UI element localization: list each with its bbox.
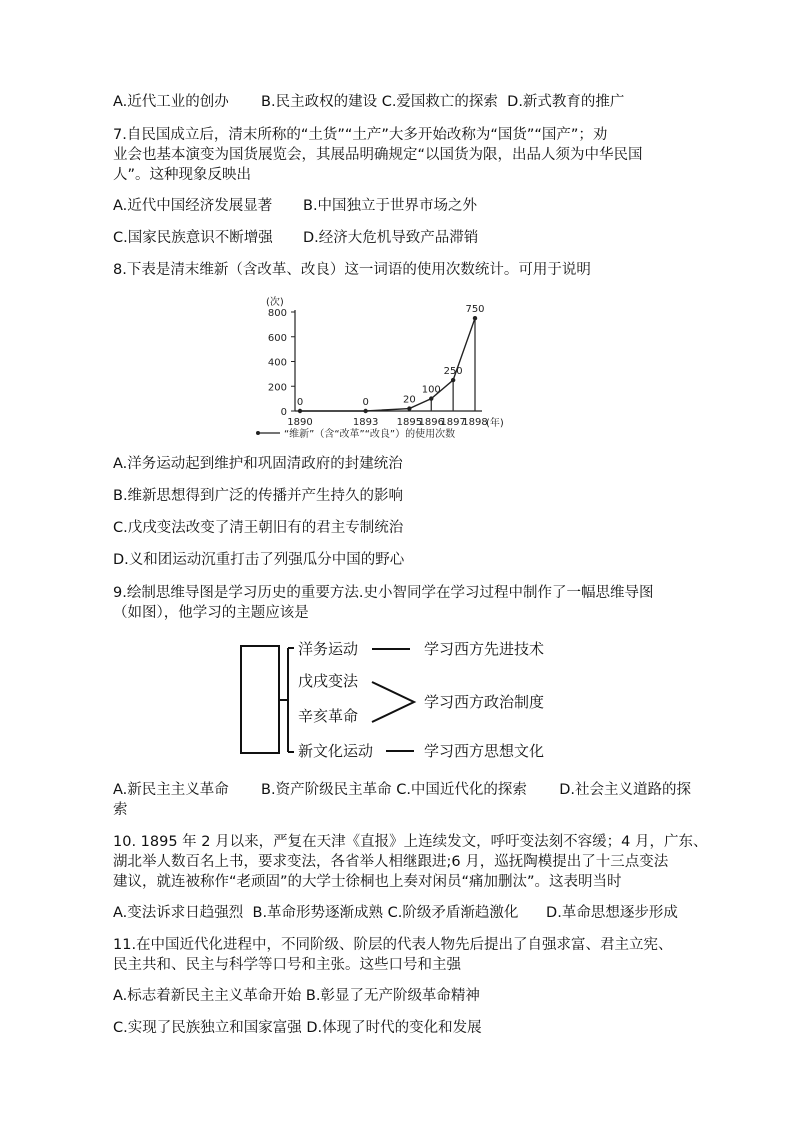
q8-stem: 8.下表是清末维新（含改革、改良）这一词语的使用次数统计。可用于说明 bbox=[113, 262, 591, 278]
q10-stem-line-1: 10. 1895 年 2 月以来，严复在天津《直报》上连续发文，呼吁变法刻不容缓；4 月，广东、 bbox=[113, 834, 708, 850]
data-point bbox=[298, 409, 302, 413]
data-label: 0 bbox=[362, 397, 369, 408]
q7-stem-line-1: 7.自民国成立后，清末所称的“土货”“土产”大多开始改称为“国货”“国产”；劝 bbox=[113, 127, 608, 143]
q11-stem-line-1: 11.在中国近代化进程中，不同阶级、阶层的代表人物先后提出了自强求富、君主立宪、 bbox=[113, 937, 673, 953]
q10-stem-line-2: 湖北举人数百名上书，要求变法，各省举人相继跟进;6 月，巡抚陶模提出了十三点变法 bbox=[113, 854, 669, 870]
mind-map bbox=[236, 634, 566, 764]
data-point bbox=[451, 378, 455, 382]
x-tick-label: 1897 bbox=[440, 417, 466, 428]
usage-line-chart bbox=[250, 290, 560, 440]
q9-options-line-2: 索 bbox=[113, 802, 128, 818]
x-tick-label: 1893 bbox=[352, 417, 379, 428]
q7-option-d: D.经济大危机导致产品滞销 bbox=[303, 230, 479, 246]
x-axis-unit: (年) bbox=[486, 418, 504, 429]
mindmap-item-4: 新文化运动 bbox=[298, 742, 374, 760]
data-label: 20 bbox=[403, 394, 416, 406]
q8-option-b: B.维新思想得到广泛的传播并产生持久的影响 bbox=[113, 488, 404, 504]
q9-options-line-1: A.新民主主义革命 B.资产阶级民主革命 C.中国近代化的探索 D.社会主义道路的探 bbox=[113, 782, 691, 798]
q9-stem-line-2: （如图），他学习的主题应该是 bbox=[113, 605, 309, 621]
data-label: 100 bbox=[421, 384, 441, 396]
q7-option-a: A.近代中国经济发展显著 bbox=[113, 198, 273, 214]
x-tick-label: 1890 bbox=[287, 417, 313, 428]
q11-stem-line-2: 民主共和、民主与科学等口号和主张。这些口号和主强 bbox=[113, 957, 461, 973]
data-point bbox=[363, 409, 367, 413]
q8-option-c: C.戊戌变法改变了清王朝旧有的君主专制统治 bbox=[113, 520, 404, 536]
y-axis-unit: (次) bbox=[266, 297, 284, 308]
mindmap-result-1: 学习西方先进技术 bbox=[424, 640, 545, 658]
legend-text: “维新”（含“改革”“改良”）的使用次数 bbox=[284, 429, 456, 440]
q6-options: A.近代工业的创办 B.民主政权的建设 C.爱国救亡的探索 D.新式教育的推广 bbox=[113, 94, 625, 110]
data-point bbox=[407, 406, 411, 410]
series-line bbox=[300, 318, 475, 411]
q11-options-line-2: C.实现了民族独立和国家富强 D.体现了时代的变化和发展 bbox=[113, 1020, 482, 1036]
mindmap-item-2: 戊戌变法 bbox=[298, 672, 359, 690]
q11-options-line-1: A.标志着新民主主义革命开始 B.彰显了无产阶级革命精神 bbox=[113, 988, 480, 1004]
q7-option-c: C.国家民族意识不断增强 bbox=[113, 230, 273, 246]
y-tick-label: 800 bbox=[267, 308, 287, 319]
y-tick-label: 400 bbox=[267, 357, 287, 369]
q7-option-b: B.中国独立于世界市场之外 bbox=[303, 198, 478, 214]
merge-chevron bbox=[372, 682, 414, 722]
q10-stem-line-3: 建议，就连被称作“老顽固”的大学士徐桐也上奏对闲员“痛加删汰”。这表明当时 bbox=[113, 874, 622, 890]
q7-stem-line-2: 业会也基本演变为国货展览会，其展品明确规定“以国货为限，出品人须为中华民国 bbox=[113, 147, 643, 163]
y-tick-label: 0 bbox=[280, 407, 287, 418]
x-tick-label: 1895 bbox=[396, 417, 423, 428]
y-tick-label: 600 bbox=[267, 332, 287, 344]
q8-option-d: D.义和团运动沉重打击了列强瓜分中国的野心 bbox=[113, 552, 405, 568]
data-label: 250 bbox=[443, 366, 463, 378]
legend-marker bbox=[256, 431, 260, 435]
q7-stem-line-3: 人”。这种现象反映出 bbox=[113, 167, 252, 183]
data-point bbox=[429, 396, 433, 400]
x-tick-label: 1898 bbox=[462, 417, 488, 428]
data-point bbox=[473, 316, 477, 320]
branch-bracket bbox=[279, 648, 294, 752]
y-tick-label: 200 bbox=[267, 382, 287, 394]
x-tick-label: 1896 bbox=[418, 417, 444, 428]
topic-box bbox=[241, 646, 279, 753]
mindmap-item-3: 辛亥革命 bbox=[298, 707, 359, 725]
mindmap-result-3: 学习西方思想文化 bbox=[424, 742, 545, 760]
q10-options: A.变法诉求日趋强烈 B.革命形势逐渐成熟 C.阶级矛盾渐趋激化 D.革命思想逐步形成 bbox=[113, 905, 678, 921]
mindmap-item-1: 洋务运动 bbox=[298, 640, 359, 658]
q8-option-a: A.洋务运动起到维护和巩固清政府的封建统治 bbox=[113, 456, 403, 472]
data-label: 0 bbox=[296, 397, 304, 408]
data-label: 750 bbox=[465, 304, 485, 316]
q9-stem-line-1: 9.绘制思维导图是学习历史的重要方法.史小智同学在学习过程中制作了一幅思维导图 bbox=[113, 585, 654, 601]
mindmap-result-2: 学习西方政治制度 bbox=[424, 693, 545, 711]
